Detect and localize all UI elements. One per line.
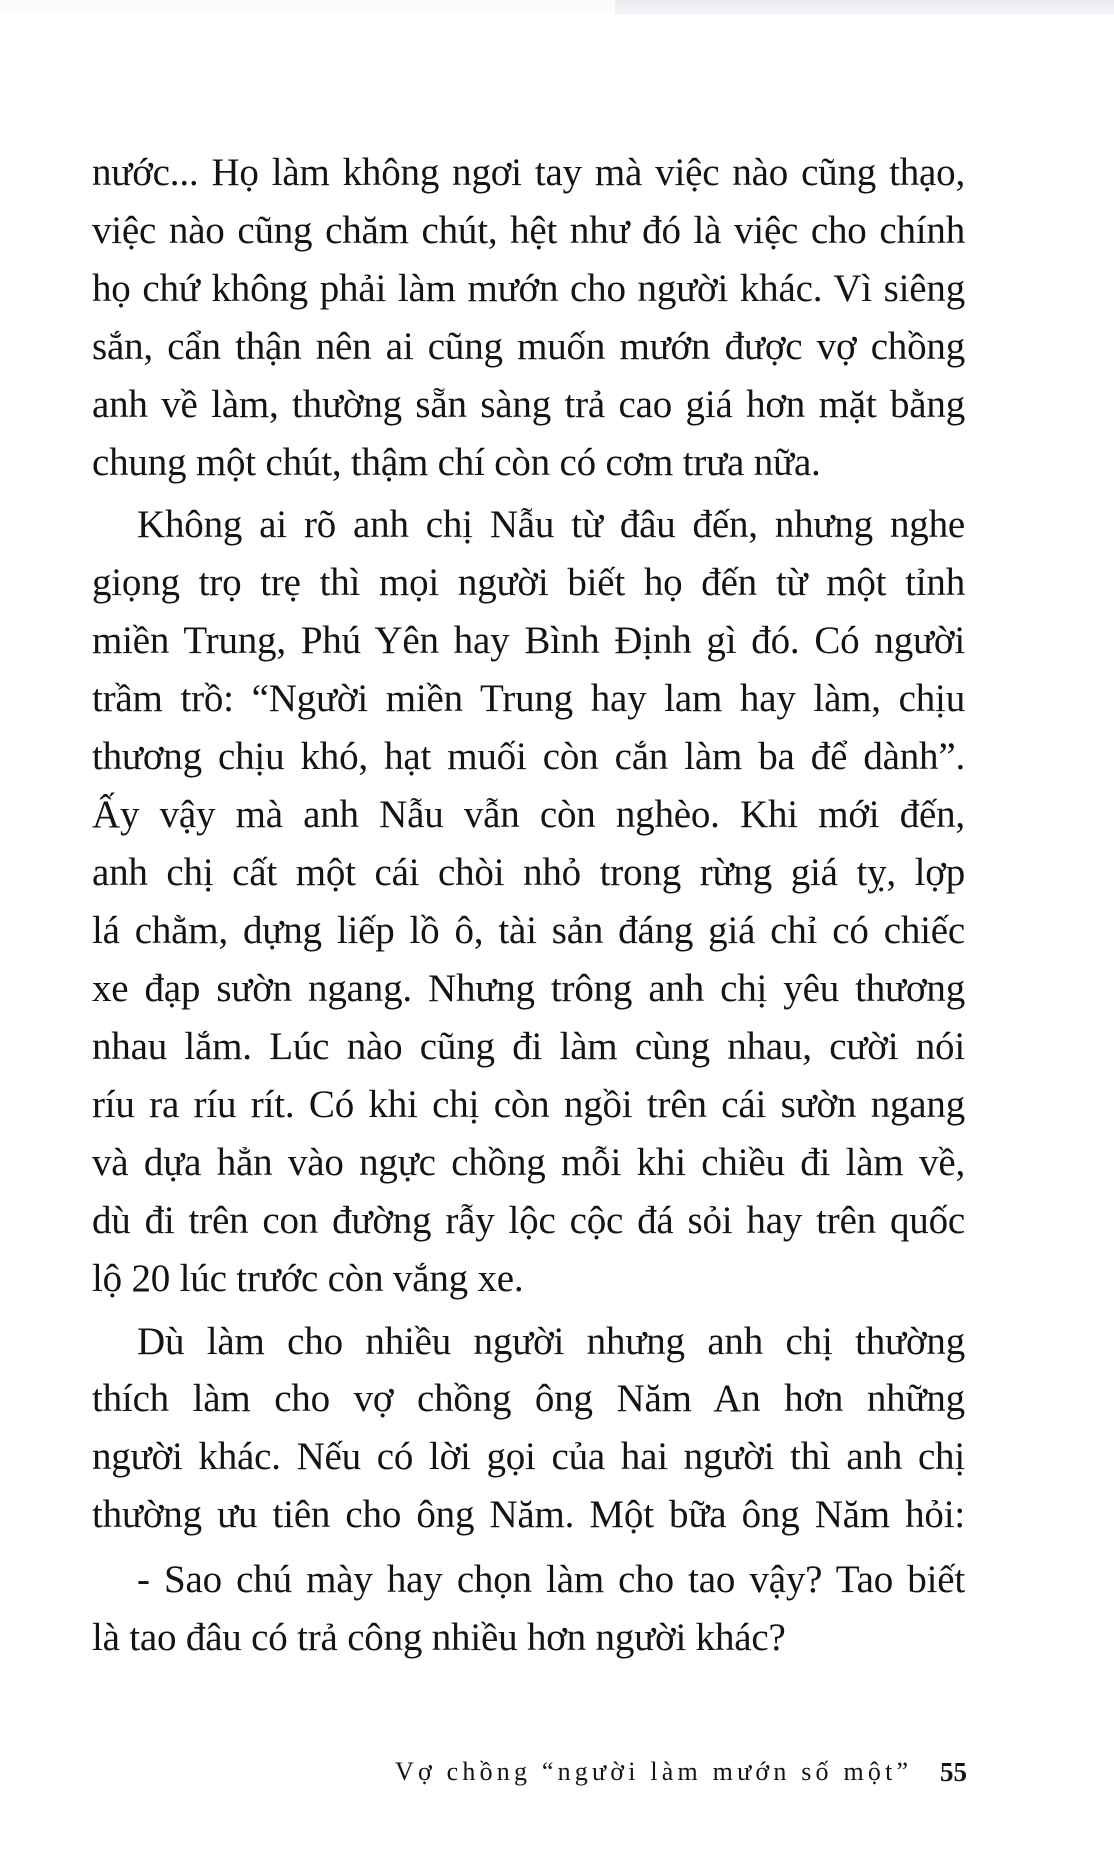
text-line: nước... Họ làm không ngơi tay mà việc nào cũng thạo, [92,151,965,194]
text-line: giọng trọ trẹ thì mọi người biết họ đến từ một tỉnh [92,561,965,604]
text-line: - Sao chú mày hay chọn làm cho tao vậy? Tao biết [137,1558,965,1601]
text-line: lộ 20 lúc trước còn vắng xe. [92,1257,524,1300]
page-number: 55 [940,1757,967,1787]
text-line: trầm trồ: “Người miền Trung hay lam hay làm, chịu [92,677,965,720]
text-line: thương chịu khó, hạt muối còn cắn làm ba để dành”. [92,735,965,778]
text-line: dù đi trên con đường rẫy lộc cộc đá sỏi hay trên quốc [92,1199,965,1242]
text-line: anh chị cất một cái chòi nhỏ trong rừng giá tỵ, lợp [92,851,965,894]
text-line: ríu ra ríu rít. Có khi chị còn ngồi trên cái sườn ngang [92,1083,965,1126]
text-line: sắn, cẩn thận nên ai cũng muốn mướn được vợ chồng [92,325,965,368]
text-line: Ấy vậy mà anh Nẫu vẫn còn nghèo. Khi mới đến, [92,793,965,836]
scan-edge-shadow-left [0,0,615,10]
text-line: và dựa hẳn vào ngực chồng mỗi khi chiều đi làm về, [92,1141,965,1184]
text-line: nhau lắm. Lúc nào cũng đi làm cùng nhau, cười nói [92,1025,965,1068]
text-line: họ chứ không phải làm mướn cho người khác. Vì siêng [92,267,965,310]
text-line: việc nào cũng chăm chút, hệt như đó là việc cho chính [92,209,965,252]
text-line: anh về làm, thường sẵn sàng trả cao giá hơn mặt bằng [92,383,965,426]
text-line: thích làm cho vợ chồng ông Năm An hơn những [92,1377,965,1420]
text-line: người khác. Nếu có lời gọi của hai người thì anh chị [92,1435,965,1478]
text-line: xe đạp sườn ngang. Nhưng trông anh chị yêu thương [92,967,965,1010]
text-line: Dù làm cho nhiều người nhưng anh chị thường [137,1320,965,1363]
scan-edge-shadow [615,0,1114,15]
running-title: Vợ chồng “người làm mướn số một” [395,1757,913,1786]
text-line: miền Trung, Phú Yên hay Bình Định gì đó. Có người [92,619,965,662]
page-footer [395,1752,967,1792]
text-line: là tao đâu có trả công nhiều hơn người khác? [92,1616,786,1659]
text-line: chung một chút, thậm chí còn có cơm trưa nữa. [92,441,821,484]
text-line: Không ai rõ anh chị Nẫu từ đâu đến, nhưng nghe [137,503,965,546]
text-line: lá chằm, dựng liếp lồ ô, tài sản đáng giá chỉ có chiếc [92,909,965,952]
text-line: thường ưu tiên cho ông Năm. Một bữa ông Năm hỏi: [92,1493,965,1536]
